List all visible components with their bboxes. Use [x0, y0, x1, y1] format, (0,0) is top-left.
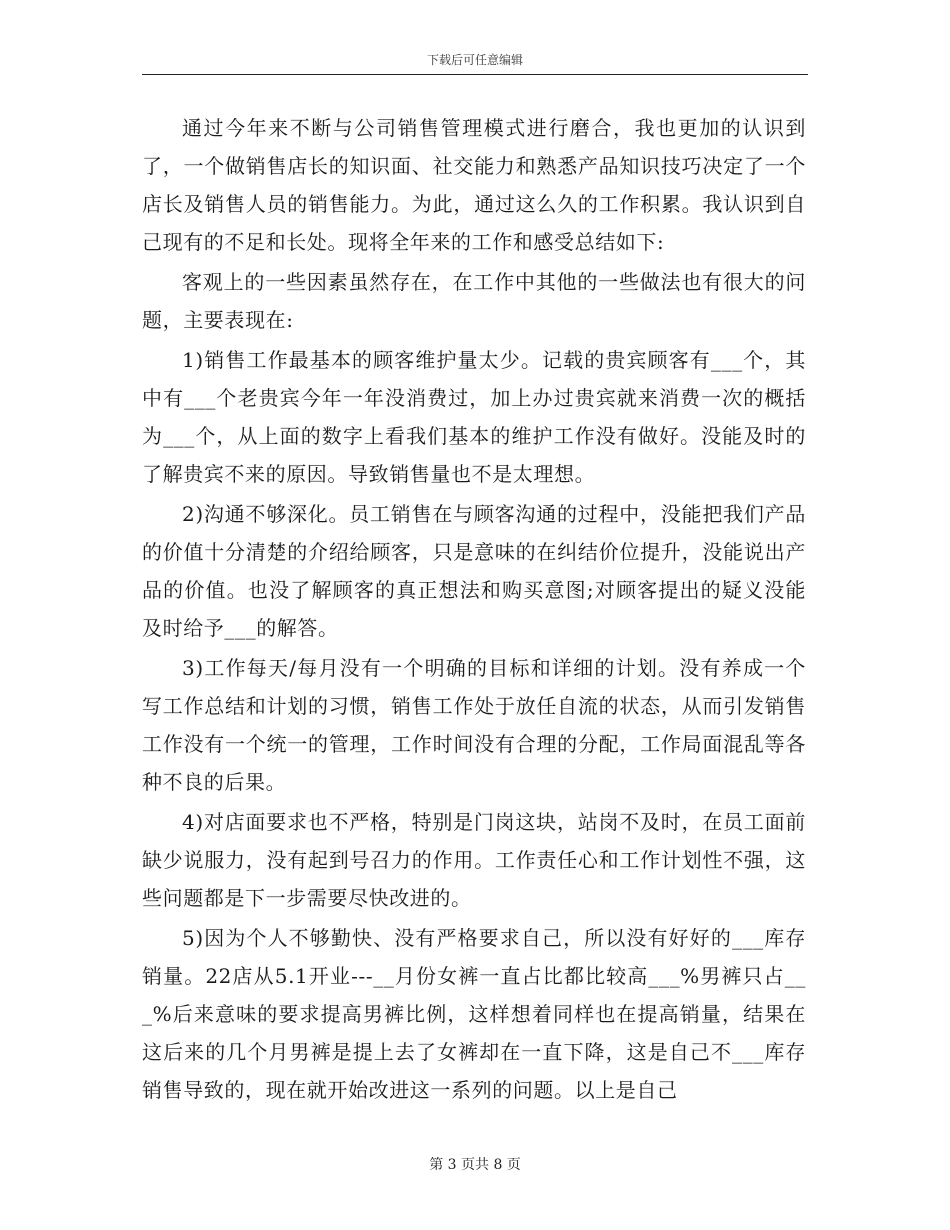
- paragraph-item-4: 4)对店面要求也不严格，特别是门岗这块，站岗不及时，在员工面前缺少说服力，没有起到号召力的作用。工作责任心和工作计划性不强，这些问题都是下一步需要尽快改进的。: [142, 810, 806, 910]
- page-number: 第 3 页共 8 页: [429, 1157, 521, 1173]
- paragraph-item-3: 3)工作每天/每月没有一个明确的目标和详细的计划。没有养成一个写工作总结和计划的习惯，销售工作处于放任自流的状态，从而引发销售工作没有一个统一的管理，工作时间没有合理的分配，工作局面混乱等各种不良的后果。: [142, 656, 806, 794]
- document-body: [142, 109, 806, 1111]
- paragraph-item-2: 2)沟通不够深化。员工销售在与顾客沟通的过程中，没能把我们产品的价值十分清楚的介绍给顾客，只是意味的在纠结价位提升，没能说出产品的价值。也没了解顾客的真正想法和购买意图;对顾客提出的疑义没能及时给予___的解答。: [142, 502, 806, 640]
- header-divider: [142, 74, 808, 75]
- paragraph-item-5: 5)因为个人不够勤快、没有严格要求自己，所以没有好好的___库存销量。22店从5.1开业---__月份女裤一直占比都比较高___%男裤只占___%后来意味的要求提高男裤比例，这样想着同样也在提高销量，结果在这后来的几个月男裤是提上去了女裤却在一直下降，这是自己不___库存销售导致的，现在就开始改进这一系列的问题。以上是自己: [142, 926, 806, 1102]
- paragraph-problems-intro: 客观上的一些因素虽然存在，在工作中其他的一些做法也有很大的问题，主要表现在:: [142, 270, 806, 332]
- paragraph-intro: 通过今年来不断与公司销售管理模式进行磨合，我也更加的认识到了，一个做销售店长的知识面、社交能力和熟悉产品知识技巧决定了一个店长及销售人员的销售能力。为此，通过这么久的工作积累。我认识到自己现有的不足和长处。现将全年来的工作和感受总结如下:: [142, 116, 806, 254]
- page-header: 下载后可任意编辑: [426, 53, 523, 67]
- paragraph-item-1: 1)销售工作最基本的顾客维护量太少。记载的贵宾顾客有___个，其中有___个老贵宾今年一年没消费过，加上办过贵宾就来消费一次的概括为___个，从上面的数字上看我们基本的维护工作没有做好。没能及时的了解贵宾不来的原因。导致销售量也不是太理想。: [142, 348, 806, 486]
